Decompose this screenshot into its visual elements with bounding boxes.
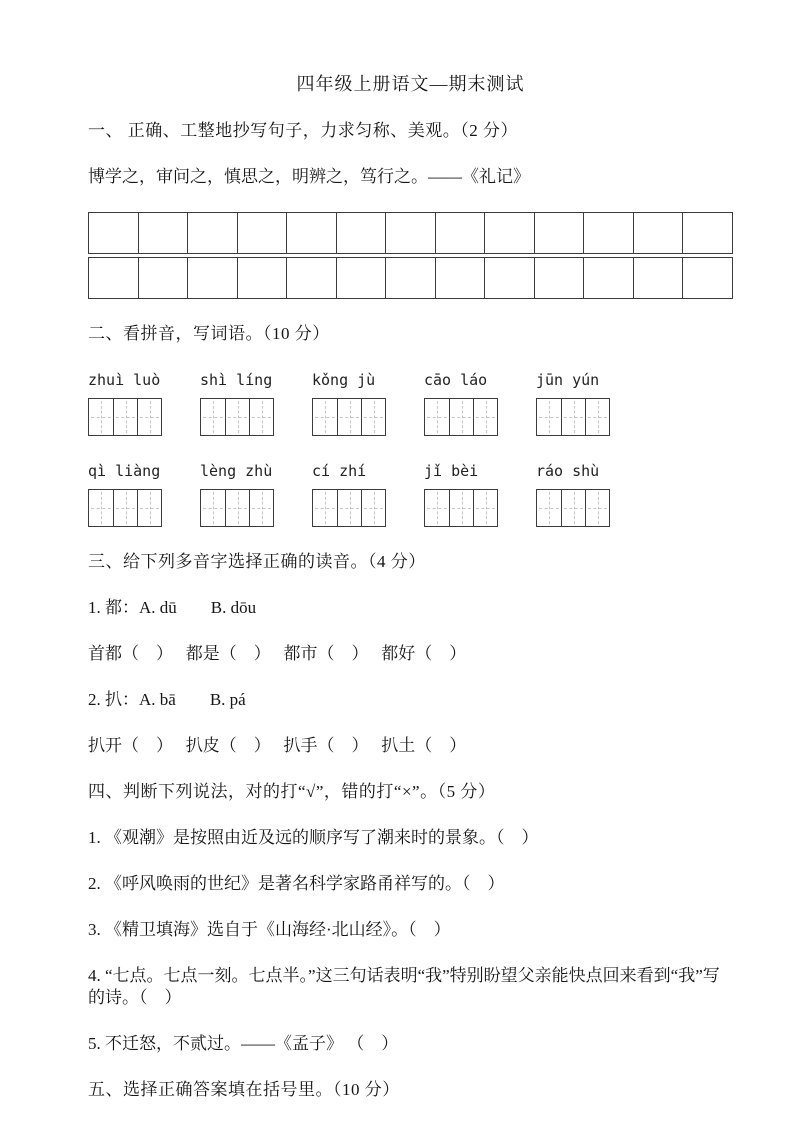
copy-grid — [88, 212, 733, 299]
tzg-cell — [561, 490, 585, 526]
word-group — [88, 371, 162, 436]
section4-item: 1. 《观潮》是按照由近及远的顺序写了潮来时的景象。（ ） — [88, 828, 539, 847]
copy-cell — [385, 212, 436, 254]
writing-box — [312, 489, 386, 527]
tzg-cell — [89, 399, 113, 435]
section4-heading: 四、判断下列说法，对的打“√”，错的打“×”。（5 分） — [88, 782, 496, 801]
copy-cell — [435, 212, 486, 254]
tzg-cell — [249, 399, 273, 435]
section3-item1-words: 首都（ ） 都是（ ） 都市（ ） 都好（ ） — [88, 644, 467, 663]
tzg-cell — [537, 399, 561, 435]
tzg-cell — [449, 490, 473, 526]
copy-cell — [286, 212, 337, 254]
word-group — [200, 371, 274, 436]
section3-item2-words: 扒开（ ） 扒皮（ ） 扒手（ ） 扒土（ ） — [88, 736, 467, 755]
copy-cell — [682, 257, 733, 299]
section1-sentence: 博学之，审问之，慎思之，明辨之，笃行之。——《礼记》 — [88, 167, 530, 186]
copy-cell — [633, 212, 684, 254]
writing-box — [312, 398, 386, 436]
tzg-cell — [249, 490, 273, 526]
tzg-cell — [473, 490, 497, 526]
writing-box — [200, 398, 274, 436]
word-group — [424, 371, 498, 436]
tzg-cell — [361, 399, 385, 435]
copy-grid-row — [88, 257, 733, 299]
section4-item: 5. 不迁怒，不贰过。——《孟子》 （ ） — [88, 1034, 399, 1053]
copy-cell — [583, 212, 634, 254]
copy-cell — [633, 257, 684, 299]
tzg-cell — [137, 399, 161, 435]
copy-cell — [286, 257, 337, 299]
section2-heading: 二、看拼音，写词语。（10 分） — [88, 324, 330, 343]
tzg-cell — [425, 399, 449, 435]
section3-item1: 1. 都：A. dū B. dōu — [88, 598, 257, 617]
pinyin-row-2 — [88, 462, 733, 527]
copy-grid-row — [88, 212, 733, 254]
tzg-cell — [425, 490, 449, 526]
writing-box — [424, 398, 498, 436]
pinyin-label: cāo láo — [424, 371, 488, 389]
pinyin-label: shì líng — [200, 371, 273, 389]
section4-item: 3. 《精卫填海》选自于《山海经·北山经》。（ ） — [88, 920, 451, 939]
pinyin-label: lèng zhù — [200, 462, 273, 480]
section3-heading: 三、给下列多音字选择正确的读音。（4 分） — [88, 552, 426, 571]
copy-cell — [138, 212, 189, 254]
section1-heading: 一、 正确、工整地抄写句子，力求匀称、美观。（2 分） — [88, 121, 518, 140]
tzg-cell — [585, 399, 609, 435]
word-group — [88, 462, 162, 527]
tzg-cell — [137, 490, 161, 526]
tzg-cell — [537, 490, 561, 526]
section5-heading: 五、选择正确答案填在括号里。（10 分） — [88, 1080, 400, 1099]
tzg-cell — [113, 490, 137, 526]
word-group — [312, 462, 386, 527]
tzg-cell — [89, 490, 113, 526]
tzg-cell — [225, 399, 249, 435]
copy-cell — [237, 257, 288, 299]
copy-cell — [336, 257, 387, 299]
writing-box — [424, 489, 498, 527]
tzg-cell — [225, 490, 249, 526]
section4-item: 4. “七点。七点一刻。七点半。”这三句话表明“我”特别盼望父亲能快点回来看到“我”写的诗。（ ） — [88, 966, 720, 1007]
tzg-cell — [313, 490, 337, 526]
tzg-cell — [449, 399, 473, 435]
word-group — [536, 462, 610, 527]
tzg-cell — [337, 399, 361, 435]
tzg-cell — [361, 490, 385, 526]
copy-cell — [336, 212, 387, 254]
writing-box — [88, 489, 162, 527]
copy-cell — [484, 212, 535, 254]
writing-box — [88, 398, 162, 436]
pinyin-label: jǐ bèi — [424, 462, 479, 480]
copy-cell — [385, 257, 436, 299]
copy-cell — [88, 212, 139, 254]
tzg-cell — [313, 399, 337, 435]
section3-item2: 2. 扒：A. bā B. pá — [88, 690, 246, 709]
page-title: 四年级上册语文—期末测试 — [296, 74, 525, 94]
tzg-cell — [473, 399, 497, 435]
word-group — [312, 371, 386, 436]
tzg-cell — [201, 399, 225, 435]
copy-cell — [187, 212, 238, 254]
copy-cell — [583, 257, 634, 299]
pinyin-label: zhuì luò — [88, 371, 161, 389]
tzg-cell — [561, 399, 585, 435]
copy-cell — [682, 212, 733, 254]
tzg-cell — [113, 399, 137, 435]
copy-cell — [534, 257, 585, 299]
copy-cell — [187, 257, 238, 299]
writing-box — [536, 398, 610, 436]
word-group — [424, 462, 498, 527]
word-group — [536, 371, 610, 436]
tzg-cell — [201, 490, 225, 526]
tzg-cell — [337, 490, 361, 526]
copy-cell — [237, 212, 288, 254]
writing-box — [536, 489, 610, 527]
pinyin-label: kǒng jù — [312, 371, 376, 389]
pinyin-label: cí zhí — [312, 462, 367, 480]
tzg-cell — [585, 490, 609, 526]
section4-item: 2. 《呼风唤雨的世纪》是著名科学家路甬祥写的。（ ） — [88, 874, 505, 893]
copy-cell — [435, 257, 486, 299]
copy-cell — [484, 257, 535, 299]
pinyin-label: jūn yún — [536, 371, 600, 389]
writing-box — [200, 489, 274, 527]
copy-cell — [534, 212, 585, 254]
copy-cell — [138, 257, 189, 299]
copy-cell — [88, 257, 139, 299]
pinyin-row-1 — [88, 371, 733, 436]
word-group — [200, 462, 274, 527]
pinyin-label: qì liàng — [88, 462, 161, 480]
pinyin-label: ráo shù — [536, 462, 600, 480]
